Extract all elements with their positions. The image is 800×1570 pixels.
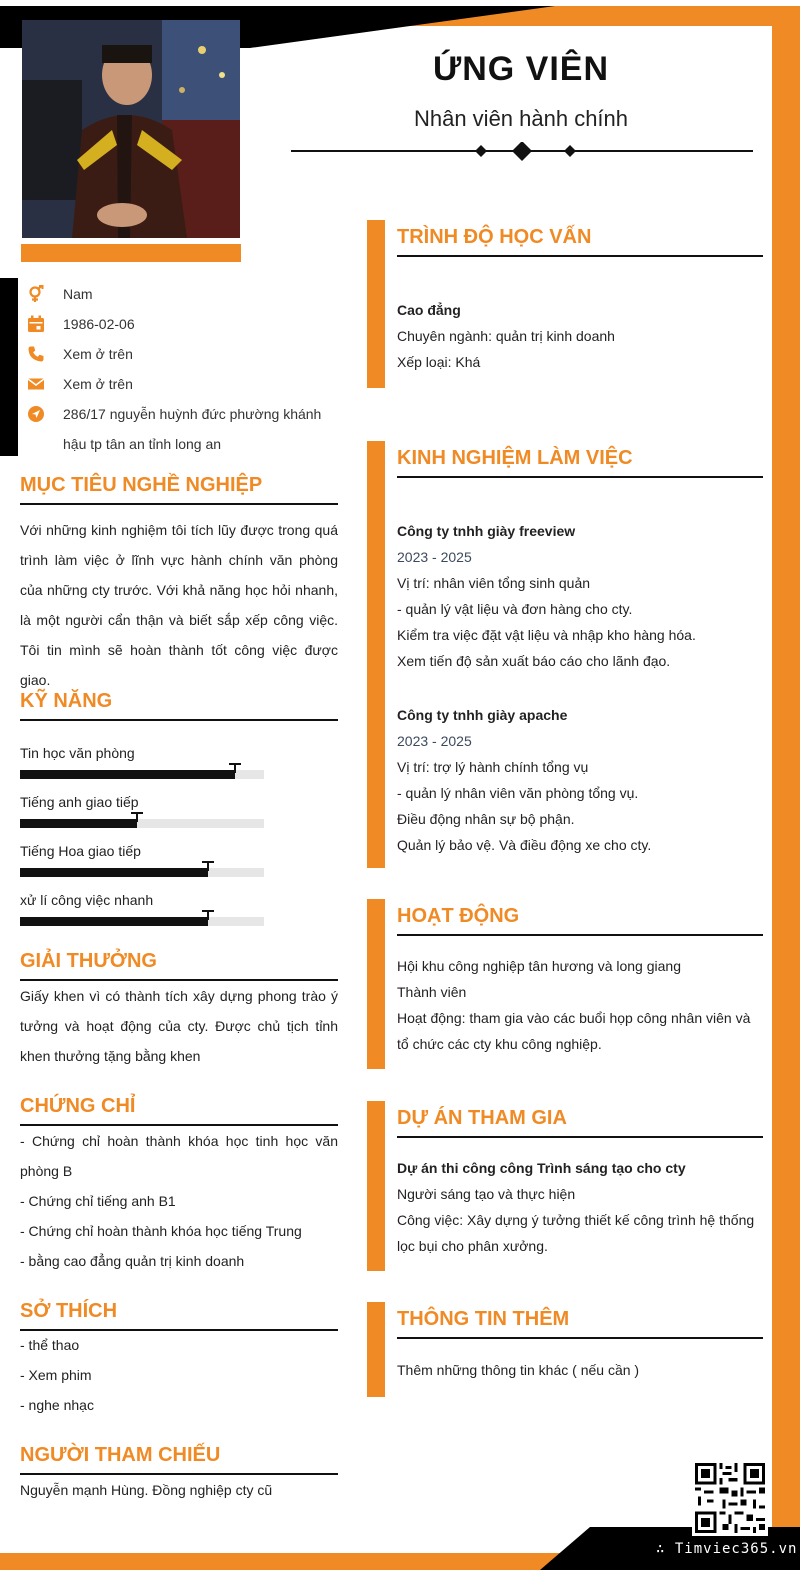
skill-label: Tiếng Hoa giao tiếp [20,843,141,859]
right-accent-bar [772,6,800,1570]
projects-title: DỰ ÁN THAM GIA [397,1107,763,1138]
photo-accent-bar [21,244,241,262]
candidate-position: Nhân viên hành chính [413,106,629,131]
certificate-item: - Chứng chỉ tiếng anh B1 [20,1193,176,1209]
hobby-item: - Xem phim [20,1367,92,1383]
skill-bar-marker [207,910,209,920]
watermark: ∴ Timviec365.vn [656,1541,798,1557]
education-major: Chuyên ngành: quản trị kinh doanh [397,328,615,344]
birthday-value: 1986-02-06 [63,316,135,332]
awards-text: Giấy khen vì có thành tích xây dựng phong trào ý tưởng và hoạt động của cty. Được chủ tịch tỉnh khen thưởng tặng bằng khen [20,988,338,1064]
job-period: 2023 - 2025 [397,733,472,749]
job-line: - quản lý vật liệu và đơn hàng cho cty. [397,601,633,617]
job-line: Điều động nhân sự bộ phận. [397,811,575,827]
location-icon [26,404,46,424]
extra-title: THÔNG TIN THÊM [397,1308,763,1339]
skill-label: xử lí công việc nhanh [20,892,154,908]
contact-birthday [26,314,333,339]
skill-bar [20,819,264,828]
job-line: Kiểm tra việc đặt vật liệu và nhập kho hàng hóa. [397,627,696,643]
project-name: Dự án thi công công Trình sáng tạo cho cty [397,1160,686,1176]
project-desc: Công việc: Xây dựng ý tưởng thiết kế công trình hệ thống lọc bụi cho phân xưởng. [397,1212,755,1254]
job-company: Công ty tnhh giày freeview [397,523,576,539]
skill-bar-fill [20,770,235,779]
job-line: - quản lý nhân viên văn phòng tổng vụ. [397,785,639,801]
experience-title: KINH NGHIỆM LÀM VIỆC [397,447,763,478]
skill-bar-marker [136,812,138,822]
objective-text: Với những kinh nghiệm tôi tích lũy được trong quá trình làm việc ở lĩnh vực hành chính văn phòng của những cty trước. Với khả năng học hỏi nhanh, là một người cẩn thận và biết sắp xếp công việc. Tôi tin mình sẽ hoàn thành tốt công việc được giao. [20,522,338,688]
contact-email [26,374,333,399]
awards-title: GIẢI THƯỞNG [20,950,338,981]
education-school: Cao đẳng [397,302,461,318]
gender-icon [26,284,46,304]
activities-details [397,953,763,1057]
calendar-icon [26,314,46,334]
job-period: 2023 - 2025 [397,549,472,565]
skill-bar-fill [20,819,137,828]
skill-bar [20,917,264,926]
extra-text: Thêm những thông tin khác ( nếu cần ) [397,1362,640,1378]
qr-code [692,1460,768,1536]
activity-role: Thành viên [397,984,467,1000]
skill-bar [20,770,264,779]
education-details [397,297,763,375]
references-text: Nguyễn mạnh Hùng. Đồng nghiệp cty cũ [20,1482,273,1498]
gender-value: Nam [63,286,93,302]
skill-label: Tin học văn phòng [20,745,135,761]
experience-job [397,702,763,858]
certificate-item: - Chứng chỉ hoàn thành khóa học tinh học văn phòng B [20,1133,338,1179]
contact-address [26,404,333,459]
contact-gender [26,284,333,309]
skill-bar-marker [234,763,236,773]
top-left-corner-slant [250,6,555,48]
skill-bar [20,868,264,877]
activities-title: HOẠT ĐỘNG [397,905,763,936]
certificate-item: - bằng cao đẳng quản trị kinh doanh [20,1253,245,1269]
contact-side-bar [0,278,18,456]
activity-desc: Hoạt động: tham gia vào các buổi họp công nhân viên và tổ chức các cty khu công nghiệp. [397,1010,751,1052]
phone-value: Xem ở trên [63,346,133,362]
education-title: TRÌNH ĐỘ HỌC VẤN [397,226,763,257]
skill-bar-marker [207,861,209,871]
job-line: Vị trí: nhân viên tổng sinh quản [397,575,591,591]
header-divider [291,142,753,162]
hobbies-title: SỞ THÍCH [20,1300,338,1331]
activity-org: Hội khu công nghiệp tân hương và long giang [397,958,681,974]
skills-title: KỸ NĂNG [20,690,338,721]
education-rank: Xếp loại: Khá [397,354,481,370]
extra-bar [367,1302,385,1397]
bottom-right-corner-slant [540,1527,590,1570]
hobby-item: - nghe nhạc [20,1397,94,1413]
hobbies-list [20,1330,338,1420]
projects-details [397,1155,763,1259]
certificates-list [20,1126,338,1276]
education-bar [367,220,385,388]
job-company: Công ty tnhh giày apache [397,707,568,723]
hobby-item: - thể thao [20,1337,80,1353]
skill-bar-fill [20,868,208,877]
projects-bar [367,1101,385,1271]
email-icon [26,374,46,394]
phone-icon [26,344,46,364]
certificates-title: CHỨNG CHỈ [20,1095,338,1126]
contact-phone [26,344,333,369]
job-line: Xem tiến độ sản xuất báo cáo cho lãnh đạo. [397,653,671,669]
avatar-photo [22,20,240,238]
experience-job [397,518,763,674]
job-line: Vị trí: trợ lý hành chính tổng vụ [397,759,589,775]
candidate-name: ỨNG VIÊN [432,50,609,88]
skill-bar-fill [20,917,208,926]
skill-label: Tiếng anh giao tiếp [20,794,139,810]
objective-title: MỤC TIÊU NGHỀ NGHIỆP [20,474,338,505]
experience-bar [367,441,385,868]
activities-bar [367,899,385,1069]
email-value: Xem ở trên [63,376,133,392]
certificate-item: - Chứng chỉ hoàn thành khóa học tiếng Trung [20,1223,302,1239]
job-line: Quản lý bảo vệ. Và điều động xe cho cty. [397,837,652,853]
address-value: 286/17 nguyễn huỳnh đức phường khánh hậu tp tân an tỉnh long an [63,406,322,452]
project-role: Người sáng tạo và thực hiện [397,1186,576,1202]
references-title: NGƯỜI THAM CHIẾU [20,1444,338,1475]
